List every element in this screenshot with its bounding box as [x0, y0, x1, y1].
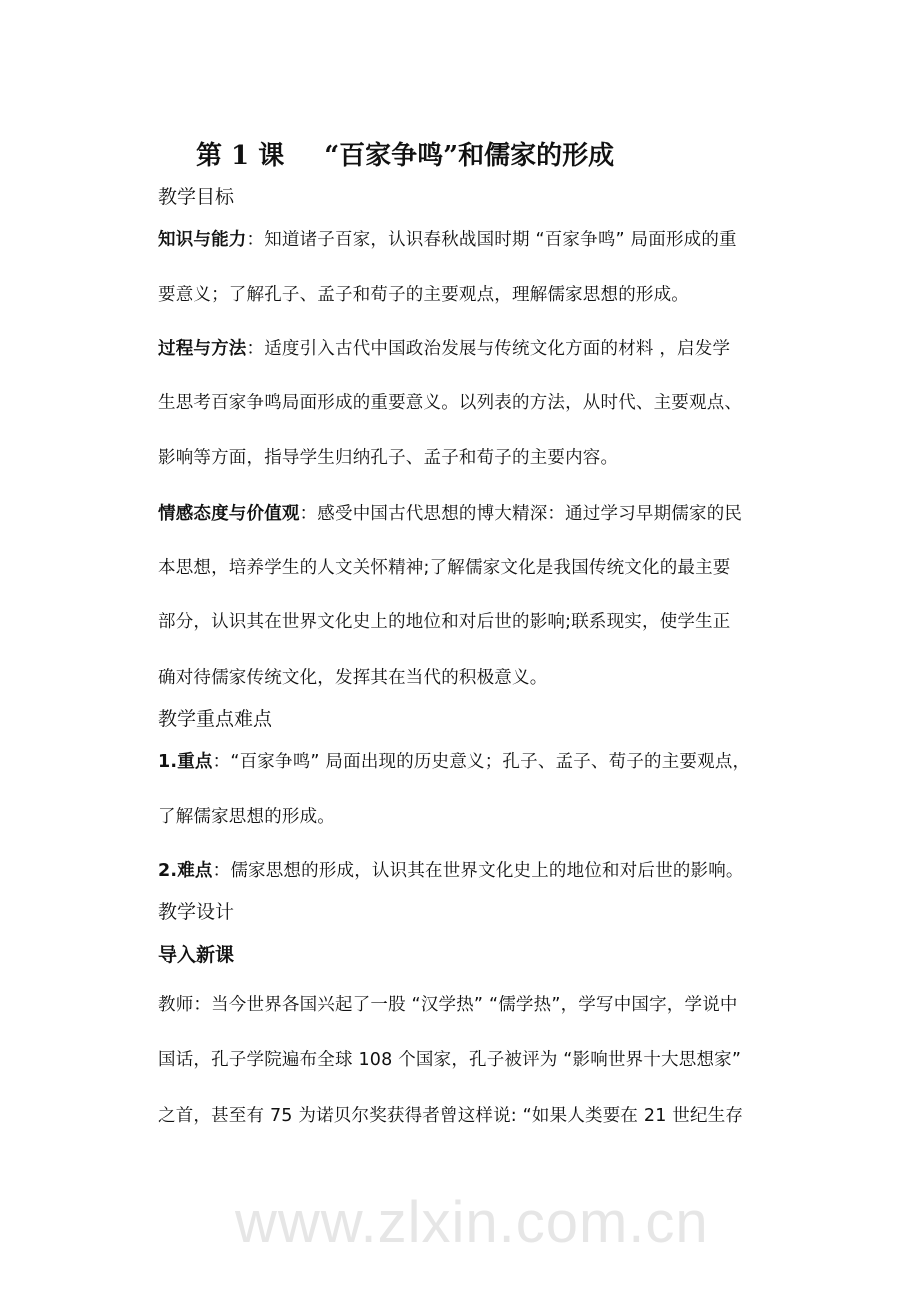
line-text: ：“百家争鸣” 局面出现的历史意义；孔子、孟子、荀子的主要观点， — [212, 752, 751, 772]
paragraph-line — [158, 750, 750, 774]
paragraph-line — [158, 283, 689, 307]
heading-objectives: 教学目标 — [158, 186, 235, 208]
paragraph-line — [158, 502, 742, 526]
paragraph-line — [158, 1104, 743, 1128]
paragraph-line — [158, 228, 737, 252]
line-text: 要意义；了解孔子、孟子和荀子的主要观点，理解儒家思想的形成。 — [158, 285, 689, 305]
paragraph-line — [158, 610, 731, 634]
line-text: 部分，认识其在世界文化史上的地位和对后世的影响;联系现实，使学生正 — [158, 612, 731, 632]
paragraph-line — [158, 805, 335, 829]
line-text: ：儒家思想的形成，认识其在世界文化史上的地位和对后世的影响。 — [212, 861, 744, 881]
paragraph-line — [158, 1048, 741, 1072]
line-text: 影响等方面，指导学生归纳孔子、孟子和荀子的主要内容。 — [158, 448, 619, 468]
line-text: 之首，甚至有 75 为诺贝尔奖获得者曾这样说: “如果人类要在 21 世纪生存 — [158, 1106, 744, 1126]
label-bold: 2.难点 — [158, 861, 213, 881]
label-bold: 1.重点 — [158, 752, 213, 772]
heading-key-points: 教学重点难点 — [158, 708, 273, 730]
line-text: 了解儒家思想的形成。 — [158, 807, 335, 827]
line-text: ：感受中国古代思想的博大精深：通过学习早期儒家的民 — [299, 504, 743, 524]
label-bold: 过程与方法 — [158, 339, 247, 359]
label-bold: 知识与能力 — [158, 230, 247, 250]
line-text: 教师：当今世界各国兴起了一股 “汉学热” “儒学热”，学写中国字，学说中 — [158, 995, 738, 1015]
lesson-number: 第 1 课 — [196, 141, 285, 171]
watermark: www.zlxin.com.cn — [235, 1190, 709, 1255]
line-text: 生思考百家争鸣局面形成的重要意义。以列表的方法，从时代、主要观点、 — [158, 393, 743, 413]
line-text: ：知道诸子百家，认识春秋战国时期 “百家争鸣” 局面形成的重 — [246, 230, 737, 250]
line-text: ：适度引入古代中国政治发展与传统文化方面的材料 ，启发学 — [246, 339, 731, 359]
paragraph-line — [158, 993, 738, 1017]
page-title — [196, 138, 614, 174]
heading-intro: 导入新课 — [158, 944, 235, 966]
paragraph-line — [158, 556, 731, 580]
paragraph-line — [158, 391, 742, 415]
paragraph-line — [158, 859, 744, 883]
heading-design: 教学设计 — [158, 901, 235, 923]
paragraph-line — [158, 666, 547, 690]
paragraph-line — [158, 337, 730, 361]
line-text: 确对待儒家传统文化，发挥其在当代的积极意义。 — [158, 668, 548, 688]
line-text: 国话，孔子学院遍布全球 108 个国家，孔子被评为 “影响世界十大思想家” — [158, 1050, 742, 1070]
line-text: 本思想，培养学生的人文关怀精神;了解儒家文化是我国传统文化的最主要 — [158, 558, 731, 578]
lesson-name: “百家争鸣”和儒家的形成 — [324, 141, 615, 171]
label-bold: 情感态度与价值观 — [158, 504, 300, 524]
paragraph-line — [158, 446, 618, 470]
